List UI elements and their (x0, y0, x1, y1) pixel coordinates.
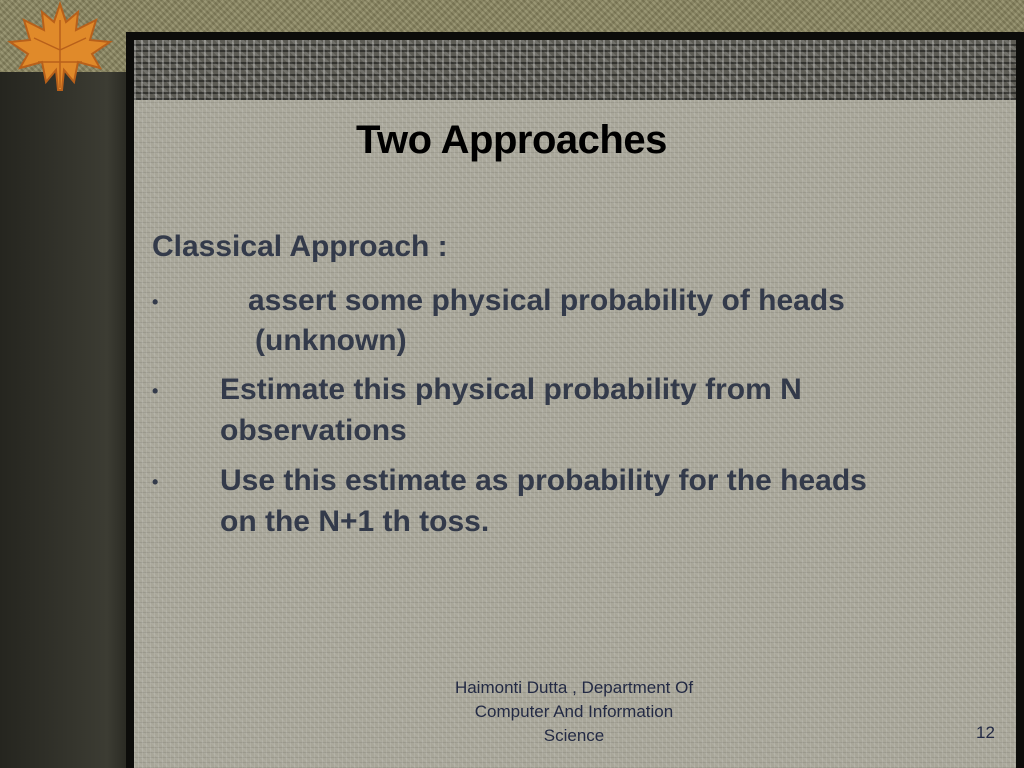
bullet-text-line: Use this estimate as probability for the heads (220, 464, 867, 497)
bullet-text-line: Estimate this physical probability from N (220, 373, 802, 406)
bullet-marker: • (152, 472, 159, 492)
bullet-text-line: assert some physical probability of heads (248, 284, 845, 317)
footer-line: Computer And Information (474, 702, 674, 721)
footer-line: Science (543, 726, 605, 745)
bullet-text-line: observations (220, 414, 407, 447)
left-dark-column (0, 72, 126, 768)
slide-footer (418, 676, 730, 748)
slide-title: Two Approaches (356, 118, 667, 162)
pattern-strip (134, 40, 1016, 100)
section-subheading: Classical Approach : (152, 230, 448, 263)
maple-leaf-icon (4, 0, 116, 92)
bullet-marker: • (152, 381, 159, 401)
bullet-marker: • (152, 292, 159, 312)
footer-line: Haimonti Dutta , Department Of (454, 678, 694, 697)
bullet-text-line: on the N+1 th toss. (220, 505, 490, 538)
page-number: 12 (976, 723, 995, 742)
bullet-text-line: (unknown) (255, 324, 407, 357)
